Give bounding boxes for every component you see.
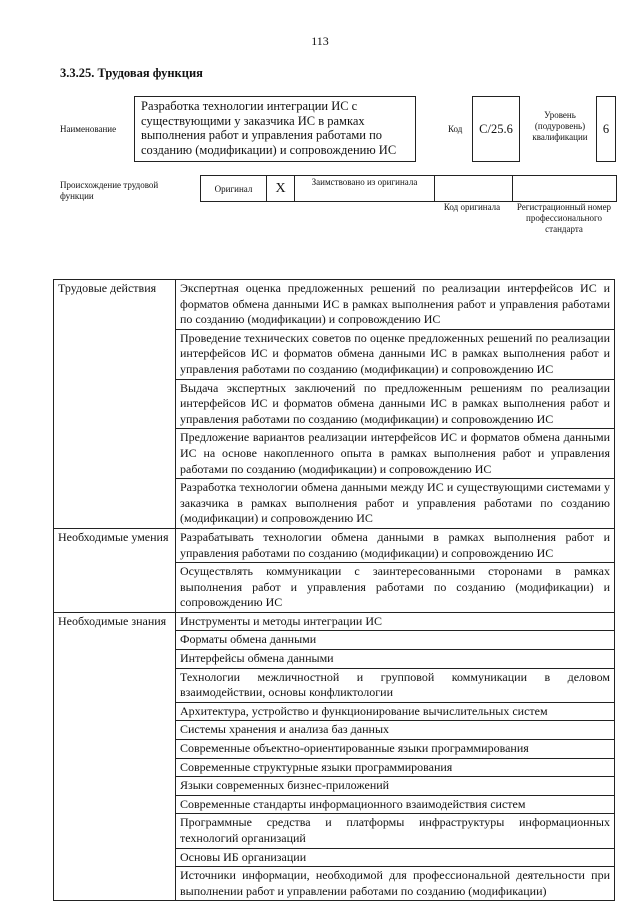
labor-actions-label: Трудовые действия	[54, 280, 176, 529]
borrowed-label: Заимствовано из оригинала	[295, 176, 435, 201]
function-table	[53, 279, 615, 901]
required-knowledge-item: Языки современных бизнес-приложений	[176, 777, 615, 796]
origin-row	[200, 175, 617, 202]
qualification-level-label: Уровень (подуровень) квалификации	[532, 110, 588, 142]
labor-actions-item: Экспертная оценка предложенных решений по реализации интерфейсов ИС и форматов обмена данными ИС в рамках выполнения работ и управления работами по созданию (модификации) и сопровождению ИС	[176, 280, 615, 330]
required-knowledge-item: Программные средства и платформы инфраструктуры информационных технологий организаций	[176, 814, 615, 848]
labor-actions-item: Проведение технических советов по оценке предложенных решений по реализации интерфейсов ИС и форматов обмена данными ИС в рамках выполнения работ и управления работами по созданию (модификации) и сопровождению ИС	[176, 329, 615, 379]
code-original-label: Код оригинала	[443, 202, 501, 212]
required-knowledge-item: Современные стандарты информационного взаимодействия систем	[176, 795, 615, 814]
required-knowledge-row	[54, 612, 615, 631]
required-knowledge-item: Интерфейсы обмена данными	[176, 650, 615, 669]
name-label: Наименование	[60, 124, 117, 134]
labor-actions-item: Предложение вариантов реализации интерфейсов ИС и форматов обмена данными ИС на основе накопленного опыта в рамках выполнения работ и управления работами по созданию (модификации) и сопровождению ИС	[176, 429, 615, 479]
labor-actions-item: Разработка технологии обмена данными между ИС и существующими системами у заказчика в рамках выполнения работ и управления работами по созданию (модификации) и сопровождению ИС	[176, 479, 615, 529]
origin-label: Происхождение трудовой функции	[60, 180, 159, 201]
required-skills-item: Разрабатывать технологии обмена данными в рамках выполнения работ и управления работами по созданию (модификации) и сопровождению ИС	[176, 528, 615, 562]
qualification-level-box: 6	[596, 96, 616, 162]
required-skills-item: Осуществлять коммуникации с заинтересованными сторонами в рамках выполнения работ и управления работами по созданию (модификации) и сопровождению ИС	[176, 563, 615, 613]
required-knowledge-item: Форматы обмена данными	[176, 631, 615, 650]
original-mark: X	[267, 176, 295, 201]
labor-actions-item: Выдача экспертных заключений по предложенным решениям по реализации интерфейсов ИС и форматов обмена данными ИС в рамках выполнения работ и управления работами по созданию (модификации) и сопровождению ИС	[176, 379, 615, 429]
required-knowledge-item: Основы ИБ организации	[176, 848, 615, 867]
section-title: 3.3.25. Трудовая функция	[60, 66, 203, 80]
required-knowledge-label: Необходимые знания	[54, 612, 176, 901]
required-knowledge-item: Системы хранения и анализа баз данных	[176, 721, 615, 740]
labor-actions-row	[54, 280, 615, 330]
page-number: 113	[311, 34, 329, 48]
original-label: Оригинал	[201, 176, 267, 201]
required-skills-row	[54, 528, 615, 562]
required-knowledge-item: Современные структурные языки программирования	[176, 758, 615, 777]
required-knowledge-item: Современные объектно-ориентированные языки программирования	[176, 740, 615, 759]
required-knowledge-item: Источники информации, необходимой для профессиональной деятельности при выполнении работ и управлении работами по созданию (модификации)	[176, 867, 615, 901]
origin-code-cell	[435, 176, 513, 201]
registration-number-label: Регистрационный номер профессионального стандарта	[516, 202, 612, 234]
required-knowledge-item: Инструменты и методы интеграции ИС	[176, 612, 615, 631]
code-label: Код	[448, 124, 463, 134]
required-knowledge-item: Технологии межличностной и групповой коммуникации в деловом взаимодействии, основы конфликтологии	[176, 668, 615, 702]
required-skills-label: Необходимые умения	[54, 528, 176, 612]
function-code-box: С/25.6	[472, 96, 520, 162]
required-knowledge-item: Архитектура, устройство и функционирование вычислительных систем	[176, 702, 615, 721]
function-name-box: Разработка технологии интеграции ИС с существующими у заказчика ИС в рамках выполнения работ и управления работами по созданию (модификации) и сопровождению ИС	[134, 96, 416, 162]
